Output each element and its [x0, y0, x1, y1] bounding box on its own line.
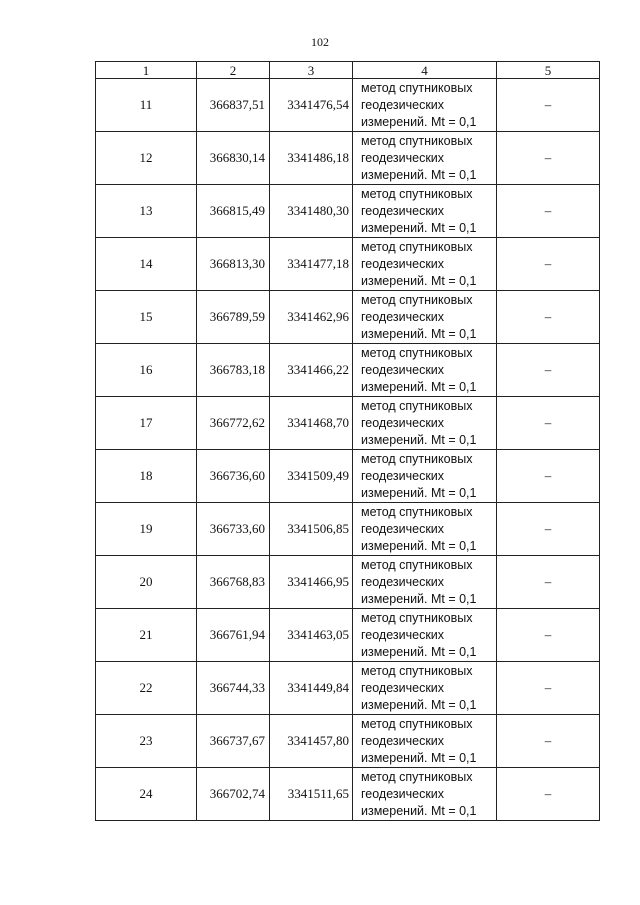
y-coordinate-cell: 3341462,96	[270, 291, 353, 344]
x-coordinate-cell: 366830,14	[197, 132, 270, 185]
point-number-cell: 11	[96, 79, 197, 132]
x-coordinate-cell: 366813,30	[197, 238, 270, 291]
table-row	[96, 397, 600, 450]
coordinates-table	[95, 61, 600, 821]
table-row	[96, 185, 600, 238]
note-cell: –	[497, 185, 600, 238]
method-cell	[353, 79, 497, 132]
table-row	[96, 79, 600, 132]
point-number-cell: 13	[96, 185, 197, 238]
y-coordinate-cell: 3341466,22	[270, 344, 353, 397]
method-text-line: геодезических	[361, 97, 445, 112]
point-number-cell: 22	[96, 662, 197, 715]
method-text-line: измерений. Mt = 0,1	[361, 167, 477, 182]
method-text-line: измерений. Mt = 0,1	[361, 803, 477, 818]
method-text-line: геодезических	[361, 521, 445, 536]
method-cell	[353, 609, 497, 662]
method-text-line: метод спутниковых	[361, 133, 473, 148]
table-row	[96, 450, 600, 503]
table-row	[96, 503, 600, 556]
method-text-line: измерений. Mt = 0,1	[361, 485, 477, 500]
note-cell: –	[497, 503, 600, 556]
method-text-line: метод спутниковых	[361, 769, 473, 784]
method-text-line: геодезических	[361, 415, 445, 430]
table-row	[96, 238, 600, 291]
note-cell: –	[497, 768, 600, 821]
point-number-cell: 16	[96, 344, 197, 397]
y-coordinate-cell: 3341486,18	[270, 132, 353, 185]
method-cell	[353, 344, 497, 397]
x-coordinate-cell: 366737,67	[197, 715, 270, 768]
y-coordinate-cell: 3341506,85	[270, 503, 353, 556]
note-cell: –	[497, 715, 600, 768]
table-row	[96, 132, 600, 185]
method-text-line: измерений. Mt = 0,1	[361, 326, 477, 341]
method-cell	[353, 503, 497, 556]
x-coordinate-cell: 366702,74	[197, 768, 270, 821]
method-cell	[353, 238, 497, 291]
method-cell	[353, 556, 497, 609]
y-coordinate-cell: 3341509,49	[270, 450, 353, 503]
point-number-cell: 18	[96, 450, 197, 503]
x-coordinate-cell: 366736,60	[197, 450, 270, 503]
column-header-2: 2	[197, 62, 270, 79]
method-cell	[353, 132, 497, 185]
method-text-line: метод спутниковых	[361, 239, 473, 254]
column-header-3: 3	[270, 62, 353, 79]
x-coordinate-cell: 366837,51	[197, 79, 270, 132]
x-coordinate-cell: 366744,33	[197, 662, 270, 715]
method-text-line: метод спутниковых	[361, 557, 473, 572]
method-cell	[353, 291, 497, 344]
table-row	[96, 291, 600, 344]
point-number-cell: 19	[96, 503, 197, 556]
note-cell: –	[497, 291, 600, 344]
method-text-line: геодезических	[361, 627, 445, 642]
method-text-line: геодезических	[361, 309, 445, 324]
point-number-cell: 14	[96, 238, 197, 291]
point-number-cell: 17	[96, 397, 197, 450]
y-coordinate-cell: 3341457,80	[270, 715, 353, 768]
method-text-line: измерений. Mt = 0,1	[361, 697, 477, 712]
method-text-line: метод спутниковых	[361, 80, 473, 95]
y-coordinate-cell: 3341511,65	[270, 768, 353, 821]
table-row	[96, 556, 600, 609]
table-row	[96, 609, 600, 662]
point-number-cell: 12	[96, 132, 197, 185]
method-text-line: геодезических	[361, 786, 445, 801]
note-cell: –	[497, 132, 600, 185]
note-cell: –	[497, 238, 600, 291]
x-coordinate-cell: 366783,18	[197, 344, 270, 397]
y-coordinate-cell: 3341476,54	[270, 79, 353, 132]
x-coordinate-cell: 366733,60	[197, 503, 270, 556]
table-row	[96, 662, 600, 715]
method-text-line: измерений. Mt = 0,1	[361, 538, 477, 553]
page-number: 102	[311, 35, 329, 49]
column-header-4: 4	[353, 62, 497, 79]
method-text-line: геодезических	[361, 574, 445, 589]
point-number-cell: 21	[96, 609, 197, 662]
method-text-line: метод спутниковых	[361, 186, 473, 201]
x-coordinate-cell: 366772,62	[197, 397, 270, 450]
note-cell: –	[497, 450, 600, 503]
x-coordinate-cell: 366789,59	[197, 291, 270, 344]
method-text-line: геодезических	[361, 203, 445, 218]
method-text-line: измерений. Mt = 0,1	[361, 114, 477, 129]
method-text-line: измерений. Mt = 0,1	[361, 644, 477, 659]
table-row	[96, 768, 600, 821]
x-coordinate-cell: 366761,94	[197, 609, 270, 662]
table-row	[96, 715, 600, 768]
method-text-line: метод спутниковых	[361, 451, 473, 466]
method-text-line: геодезических	[361, 468, 445, 483]
method-text-line: измерений. Mt = 0,1	[361, 273, 477, 288]
method-cell	[353, 715, 497, 768]
method-text-line: метод спутниковых	[361, 398, 473, 413]
method-text-line: измерений. Mt = 0,1	[361, 220, 477, 235]
method-text-line: метод спутниковых	[361, 610, 473, 625]
column-header-1: 1	[96, 62, 197, 79]
method-text-line: геодезических	[361, 256, 445, 271]
method-text-line: измерений. Mt = 0,1	[361, 432, 477, 447]
method-text-line: измерений. Mt = 0,1	[361, 591, 477, 606]
method-text-line: метод спутниковых	[361, 716, 473, 731]
method-cell	[353, 662, 497, 715]
table-row	[96, 344, 600, 397]
method-text-line: геодезических	[361, 680, 445, 695]
method-cell	[353, 397, 497, 450]
note-cell: –	[497, 609, 600, 662]
method-cell	[353, 768, 497, 821]
note-cell: –	[497, 344, 600, 397]
note-cell: –	[497, 397, 600, 450]
column-header-5: 5	[497, 62, 600, 79]
x-coordinate-cell: 366768,83	[197, 556, 270, 609]
method-text-line: измерений. Mt = 0,1	[361, 379, 477, 394]
note-cell: –	[497, 79, 600, 132]
point-number-cell: 24	[96, 768, 197, 821]
method-text-line: геодезических	[361, 150, 445, 165]
method-text-line: метод спутниковых	[361, 663, 473, 678]
point-number-cell: 20	[96, 556, 197, 609]
table-body	[96, 79, 600, 821]
x-coordinate-cell: 366815,49	[197, 185, 270, 238]
y-coordinate-cell: 3341477,18	[270, 238, 353, 291]
y-coordinate-cell: 3341463,05	[270, 609, 353, 662]
method-text-line: геодезических	[361, 362, 445, 377]
method-text-line: геодезических	[361, 733, 445, 748]
method-text-line: метод спутниковых	[361, 345, 473, 360]
method-cell	[353, 450, 497, 503]
y-coordinate-cell: 3341468,70	[270, 397, 353, 450]
y-coordinate-cell: 3341449,84	[270, 662, 353, 715]
method-cell	[353, 185, 497, 238]
point-number-cell: 15	[96, 291, 197, 344]
note-cell: –	[497, 662, 600, 715]
method-text-line: метод спутниковых	[361, 292, 473, 307]
y-coordinate-cell: 3341466,95	[270, 556, 353, 609]
table-header-row	[96, 62, 600, 79]
note-cell: –	[497, 556, 600, 609]
point-number-cell: 23	[96, 715, 197, 768]
method-text-line: измерений. Mt = 0,1	[361, 750, 477, 765]
method-text-line: метод спутниковых	[361, 504, 473, 519]
y-coordinate-cell: 3341480,30	[270, 185, 353, 238]
